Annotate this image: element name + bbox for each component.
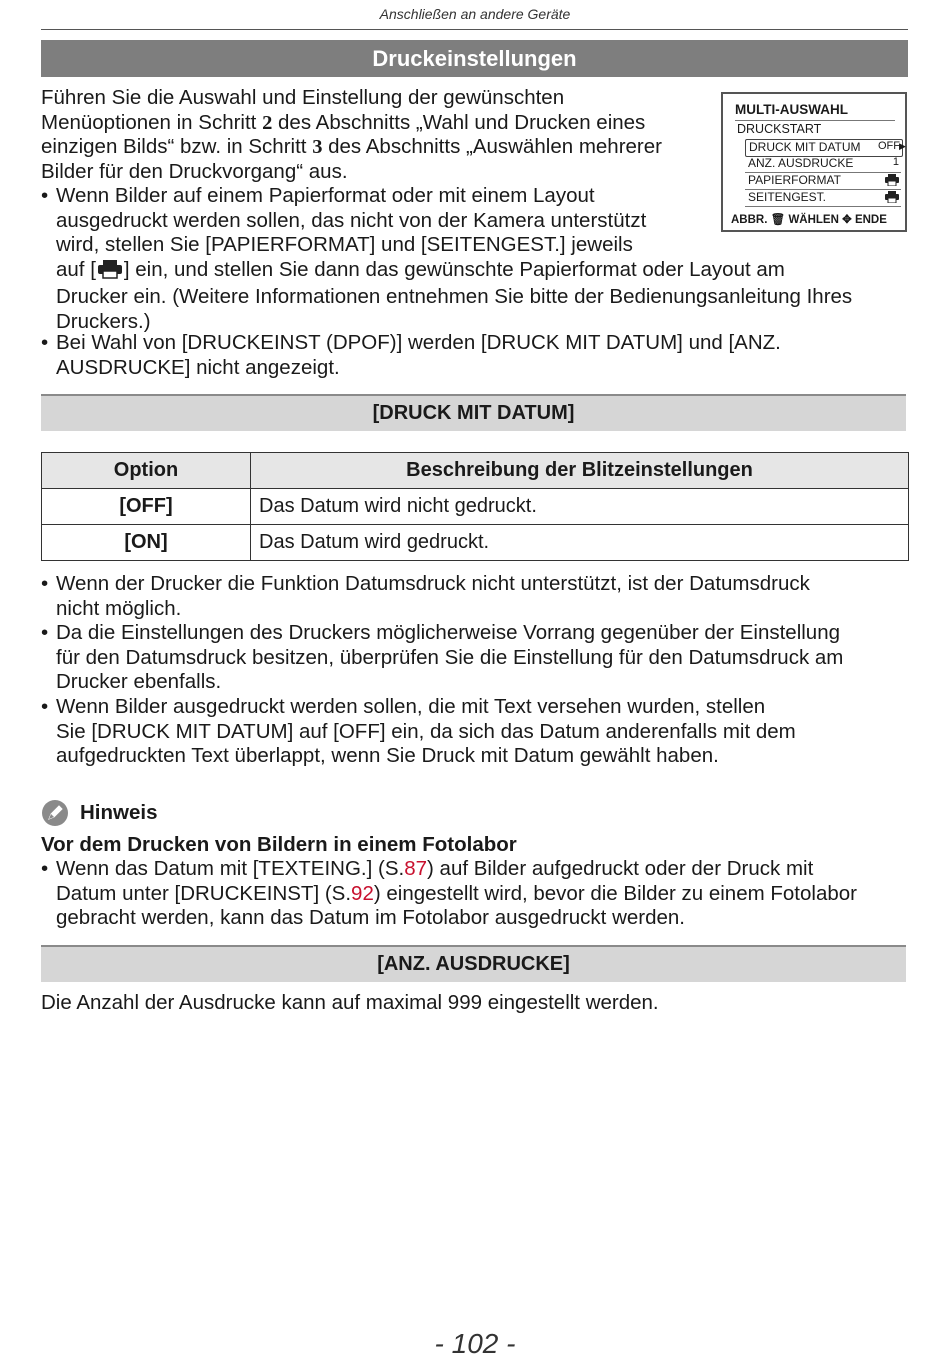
table-header-row bbox=[42, 453, 909, 489]
bullet-text: Wenn das Datum mit [TEXTEING.] (S. bbox=[56, 857, 405, 880]
bullet-line bbox=[56, 882, 911, 907]
hint-subhead: Vor dem Drucken von Bildern in einem Fotolabor bbox=[41, 833, 517, 856]
bullet-line: wird, stellen Sie [PAPIERFORMAT] und [SEITENGEST.] jeweils bbox=[56, 233, 633, 256]
intro-line bbox=[41, 111, 721, 136]
header-rule bbox=[41, 29, 908, 30]
bullet-text: ) auf Bilder aufgedruckt oder der Druck mit bbox=[427, 857, 814, 880]
menu-row-value: OFF bbox=[878, 140, 900, 152]
bullet-item bbox=[41, 572, 911, 621]
bullet-line: AUSDRUCKE] nicht angezeigt. bbox=[56, 355, 340, 379]
bullet-line: aufgedruckten Text überlappt, wenn Sie Druck mit Datum gewählt haben. bbox=[56, 744, 719, 767]
table-row bbox=[42, 489, 909, 525]
intro-text: des Abschnitts „Auswählen mehrerer bbox=[322, 135, 662, 158]
menu-row-papierformat bbox=[745, 173, 901, 189]
camera-menu-screen bbox=[721, 92, 907, 232]
hint-label: Hinweis bbox=[80, 801, 158, 824]
menu-row-seitengest bbox=[745, 190, 901, 206]
menu-header: MULTI-AUSWAHL bbox=[735, 102, 848, 117]
page-number: - 102 - bbox=[434, 1328, 516, 1359]
bullet-line: Druckers.) bbox=[56, 309, 151, 333]
menu-footer bbox=[731, 212, 887, 226]
printer-icon bbox=[885, 174, 899, 189]
menu-row-label: DRUCK MIT DATUM bbox=[749, 140, 861, 154]
menu-row-value: 1 bbox=[892, 156, 899, 168]
bullet-dot: • bbox=[41, 621, 49, 644]
bullet-dot: • bbox=[41, 184, 49, 207]
bullet-text: Datum unter [DRUCKEINST] (S. bbox=[56, 881, 352, 905]
section-title-druck-mit-datum: [DRUCK MIT DATUM] bbox=[41, 394, 906, 431]
bullet-text: ] ein, und stellen Sie dann das gewünschte Papierformat oder Layout am bbox=[123, 257, 785, 281]
bullet-line: Drucker ebenfalls. bbox=[56, 670, 222, 693]
pencil-icon bbox=[42, 800, 68, 826]
bullet-text: auf [ bbox=[56, 257, 96, 281]
section2-text: Die Anzahl der Ausdrucke kann auf maximal 999 eingestellt werden. bbox=[41, 991, 659, 1014]
intro-line: Bilder für den Druckvorgang“ aus. bbox=[41, 159, 348, 183]
trash-icon: 🗑 bbox=[770, 214, 786, 226]
running-header: Anschließen an andere Geräte bbox=[379, 6, 571, 22]
arrow-right-icon: ▶ bbox=[899, 141, 906, 151]
options-table bbox=[41, 452, 909, 561]
intro-paragraph bbox=[41, 86, 721, 184]
bullet-line: Wenn Bilder auf einem Papierformat oder mit einem Layout bbox=[56, 184, 595, 207]
menu-row-druck-mit-datum bbox=[745, 139, 903, 157]
bullet-line: für den Datumsdruck besitzen, überprüfen Sie die Einstellung für den Datumsdruck am bbox=[56, 645, 844, 669]
bullet-line: Wenn der Drucker die Funktion Datumsdruck nicht unterstützt, ist der Datumsdruck bbox=[56, 572, 810, 595]
intro-line: Führen Sie die Auswahl und Einstellung der gewünschten bbox=[41, 86, 565, 109]
menu-divider bbox=[745, 206, 901, 207]
menu-row-label: PAPIERFORMAT bbox=[748, 173, 841, 187]
bullet-item bbox=[41, 621, 911, 695]
section-title-anz-ausdrucke: [ANZ. AUSDRUCKE] bbox=[41, 945, 906, 982]
bullet-dot: • bbox=[41, 331, 49, 354]
bullet-line bbox=[56, 857, 911, 882]
table-header: Option bbox=[42, 453, 251, 489]
table-cell: Das Datum wird gedruckt. bbox=[251, 525, 909, 561]
bullet-dot: • bbox=[41, 695, 49, 718]
menu-row-anz-ausdrucke bbox=[745, 156, 901, 172]
step-number: 3 bbox=[312, 136, 323, 158]
table-header: Beschreibung der Blitzeinstellungen bbox=[251, 453, 909, 489]
printer-icon bbox=[885, 191, 899, 206]
footer-ende: ENDE bbox=[854, 214, 887, 226]
table-cell: Das Datum wird nicht gedruckt. bbox=[251, 489, 909, 525]
bullet-item bbox=[41, 331, 911, 380]
bullet-line: Da die Einstellungen des Druckers möglicherweise Vorrang gegenüber der Einstellung bbox=[56, 621, 841, 644]
printer-icon bbox=[96, 259, 124, 286]
page-title: Druckeinstellungen bbox=[41, 40, 908, 77]
bullet-line: Drucker ein. (Weitere Informationen entnehmen Sie bitte der Bedienungsanleitung Ihres bbox=[56, 285, 853, 308]
intro-text: Menüoptionen in Schritt bbox=[41, 110, 263, 134]
bullet-line: gebracht werden, kann das Datum im Fotolabor ausgedruckt werden. bbox=[56, 906, 686, 929]
intro-line bbox=[41, 135, 721, 160]
step-number: 2 bbox=[262, 111, 273, 134]
menu-item-druckstart: DRUCKSTART bbox=[737, 122, 822, 136]
menu-row-label: SEITENGEST. bbox=[748, 190, 827, 204]
bullet-line: Sie [DRUCK MIT DATUM] auf [OFF] ein, da sich das Datum anderenfalls mit dem bbox=[56, 719, 796, 743]
table-row bbox=[42, 525, 909, 561]
footer-abbr: ABBR. bbox=[731, 214, 768, 226]
footer-waehlen: WÄHLEN bbox=[788, 214, 839, 226]
bullet-line: Wenn Bilder ausgedruckt werden sollen, die mit Text versehen wurden, stellen bbox=[56, 695, 766, 718]
menu-row-label: ANZ. AUSDRUCKE bbox=[748, 156, 854, 170]
bullet-item bbox=[41, 857, 911, 931]
bullet-line bbox=[56, 258, 911, 286]
bullet-line: nicht möglich. bbox=[56, 596, 182, 620]
bullet-item bbox=[41, 695, 911, 769]
page-ref-link[interactable]: 92 bbox=[351, 881, 374, 905]
bullet-line: Bei Wahl von [DRUCKEINST (DPOF)] werden [DRUCK MIT DATUM] und [ANZ. bbox=[56, 331, 781, 354]
page-ref-link[interactable]: 87 bbox=[404, 857, 428, 880]
bullet-text: ) eingestellt wird, bevor die Bilder zu einem Fotolabor bbox=[373, 881, 857, 905]
bullet-dot: • bbox=[41, 572, 49, 595]
table-cell: [ON] bbox=[42, 525, 251, 561]
bullet-line: ausgedruckt werden sollen, das nicht von der Kamera unterstützt bbox=[56, 208, 647, 232]
intro-text: des Abschnitts „Wahl und Drucken eines bbox=[272, 110, 646, 134]
table-cell: [OFF] bbox=[42, 489, 251, 525]
dpad-icon: ✥ bbox=[842, 214, 852, 226]
bullet-dot: • bbox=[41, 857, 49, 880]
menu-divider bbox=[735, 120, 895, 121]
intro-text: einzigen Bilds“ bzw. in Schritt bbox=[41, 135, 313, 158]
